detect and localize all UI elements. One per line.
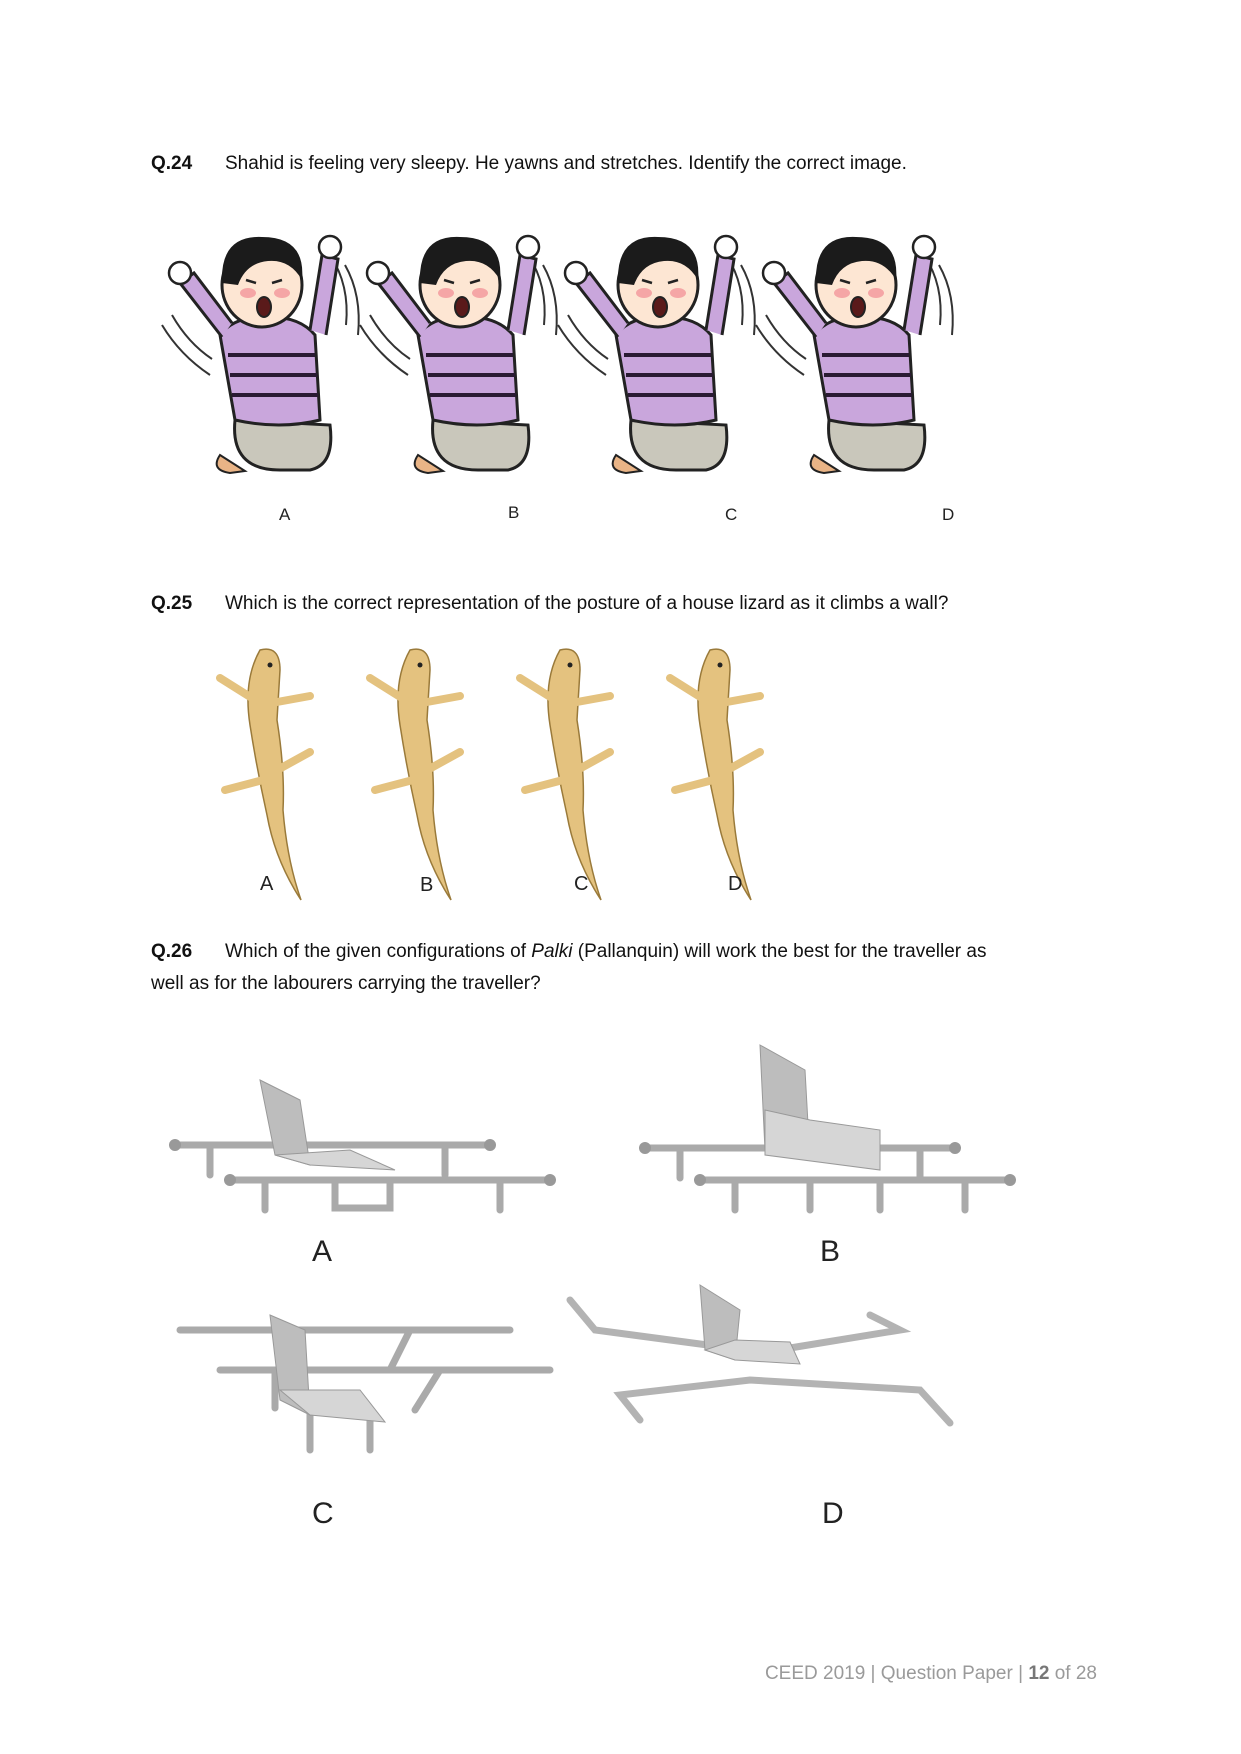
question-text-part2: (Pallanquin) will work the best for the traveller as bbox=[572, 941, 987, 962]
page-footer bbox=[765, 1663, 1097, 1685]
footer-sep: | bbox=[865, 1663, 881, 1684]
q26-figure-grid bbox=[160, 1030, 1060, 1510]
footer-exam: CEED 2019 bbox=[764, 1663, 866, 1684]
question-text-line2: well as for the labourers carrying the traveller? bbox=[151, 973, 541, 994]
footer-total-pages: 28 bbox=[1075, 1663, 1097, 1684]
question-text: Shahid is feeling very sleepy. He yawns and stretches. Identify the correct image. bbox=[225, 153, 907, 174]
footer-sep: | bbox=[1012, 1663, 1029, 1684]
question-number: Q.25 bbox=[151, 593, 193, 614]
q24-option-b[interactable]: B bbox=[508, 503, 520, 522]
q26-option-c[interactable]: C bbox=[312, 1497, 334, 1530]
footer-of: of bbox=[1049, 1663, 1076, 1684]
q24-figure-strip bbox=[150, 225, 1050, 485]
footer-page-number: 12 bbox=[1028, 1663, 1050, 1684]
q24-figures bbox=[150, 225, 1050, 485]
q25-option-a[interactable]: A bbox=[260, 873, 274, 895]
question-24 bbox=[151, 148, 907, 180]
question-26 bbox=[151, 936, 1101, 1000]
q24-option-d[interactable]: D bbox=[942, 505, 955, 524]
q24-option-c[interactable]: C bbox=[725, 505, 738, 524]
question-text: Which is the correct representation of the posture of a house lizard as it climbs a wall? bbox=[225, 593, 949, 614]
q26-option-a[interactable]: A bbox=[312, 1235, 333, 1268]
question-25 bbox=[151, 588, 948, 620]
question-number: Q.24 bbox=[151, 153, 193, 174]
q26-option-d[interactable]: D bbox=[822, 1497, 844, 1530]
q25-figures bbox=[205, 640, 805, 910]
q26-option-b[interactable]: B bbox=[820, 1235, 841, 1268]
palki-c bbox=[180, 1330, 550, 1450]
question-text-part1: Which of the given configurations of bbox=[225, 941, 532, 962]
q25-option-c[interactable]: C bbox=[574, 873, 589, 895]
q24-option-a[interactable]: A bbox=[279, 505, 291, 524]
question-text-italic: Palki bbox=[531, 941, 573, 962]
q25-figure-strip bbox=[205, 640, 805, 910]
footer-paper: Question Paper bbox=[880, 1663, 1013, 1684]
q26-figures bbox=[160, 1030, 1060, 1510]
question-number: Q.26 bbox=[151, 941, 193, 962]
q25-option-d[interactable]: D bbox=[728, 873, 743, 895]
q25-option-b[interactable]: B bbox=[420, 874, 434, 896]
